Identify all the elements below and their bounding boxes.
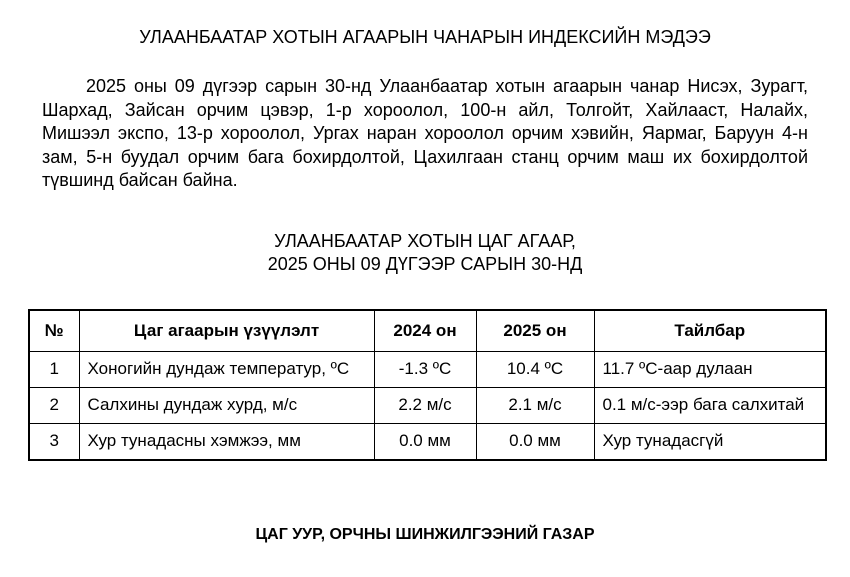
table-cell: 2: [29, 387, 79, 423]
table-cell: -1.3 ºС: [374, 351, 476, 387]
air-quality-summary-paragraph: 2025 оны 09 дүгээр сарын 30-нд Улаанбаатар хотын агаарын чанар Нисэх, Зурагт, Шархад, Зайсан орчим цэвэр, 1-р хороолол, 100-н айл, Толгойт, Хайлааст, Налайх, Мишээл экспо, 13-р хороолол, Ургах наран хороолол орчим хэвийн, Яармаг, Баруун 4-н зам, 5-н буудал орчим бага бохирдолтой, Цахилгаан станц орчим маш их бохирдолтой түвшинд байсан байна.: [42, 76, 808, 190]
document-title: УЛААНБААТАР ХОТЫН АГААРЫН ЧАНАРЫН ИНДЕКСИЙН МЭДЭЭ: [139, 27, 711, 47]
table-header-cell: 2025 он: [476, 310, 594, 352]
table-cell: Салхины дундаж хурд, м/с: [79, 387, 374, 423]
table-cell: 2.2 м/с: [374, 387, 476, 423]
table-header-cell: Тайлбар: [594, 310, 826, 352]
table-header-cell: 2024 он: [374, 310, 476, 352]
table-cell: 11.7 ºС-аар дулаан: [594, 351, 826, 387]
table-cell: 0.0 мм: [476, 423, 594, 460]
table-cell: 3: [29, 423, 79, 460]
table-cell: Хоногийн дундаж температур, ºС: [79, 351, 374, 387]
table-cell: Хур тунадасны хэмжээ, мм: [79, 423, 374, 460]
table-header-row: [29, 310, 826, 352]
table-cell: 0.1 м/с-ээр бага салхитай: [594, 387, 826, 423]
table-row: [29, 387, 826, 423]
table-row: [29, 351, 826, 387]
table-cell: Хур тунадасгүй: [594, 423, 826, 460]
weather-section-heading-line2: 2025 ОНЫ 09 ДҮГЭЭР САРЫН 30-НД: [267, 253, 583, 274]
table-header-cell: Цаг агаарын үзүүлэлт: [79, 310, 374, 352]
weather-section-heading: [0, 230, 850, 276]
weather-section-heading-line1: УЛААНБААТАР ХОТЫН ЦАГ АГААР,: [274, 230, 576, 251]
table-row: [29, 423, 826, 460]
table-cell: 2.1 м/с: [476, 387, 594, 423]
organization-footer: ЦАГ УУР, ОРЧНЫ ШИНЖИЛГЭЭНИЙ ГАЗАР: [255, 526, 595, 543]
table-header-cell: №: [29, 310, 79, 352]
table-cell: 10.4 ºС: [476, 351, 594, 387]
weather-comparison-table: [28, 309, 827, 461]
table-cell: 1: [29, 351, 79, 387]
table-cell: 0.0 мм: [374, 423, 476, 460]
